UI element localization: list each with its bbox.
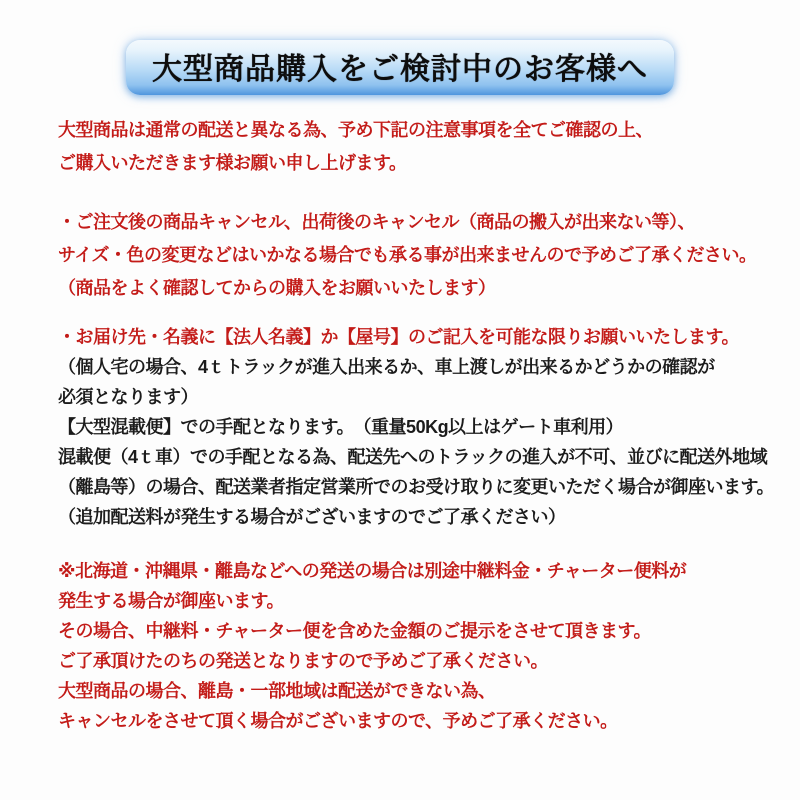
title-banner bbox=[126, 40, 674, 95]
text-line: ・ご注文後の商品キャンセル、出荷後のキャンセル（商品の搬入が出来ない等）、 bbox=[58, 212, 696, 232]
text-line: 大型商品は通常の配送と異なる為、予め下記の注意事項を全てご確認の上、 bbox=[58, 120, 653, 140]
text-line: ※北海道・沖縄県・離島などへの発送の場合は別途中継料金・チャーター便料が bbox=[58, 561, 687, 581]
text-line: その場合、中継料・チャーター便を含めた金額のご提示をさせて頂きます。 bbox=[58, 621, 652, 641]
text-line: 大型商品の場合、離島・一部地域は配送ができない為、 bbox=[58, 681, 496, 701]
text-line: ご了承頂けたのちの発送となりますので予めご了承ください。 bbox=[58, 651, 548, 671]
text-line: （個人宅の場合、4ｔトラックが進入出来るか、車上渡しが出来るかどうかの確認が bbox=[58, 357, 715, 377]
text-line: 必須となります） bbox=[58, 387, 198, 407]
text-line: サイズ・色の変更などはいかなる場合でも承る事が出来ませんので予めご了承ください。 bbox=[58, 245, 757, 265]
text-line: キャンセルをさせて頂く場合がございますので、予めご了承ください。 bbox=[58, 711, 618, 731]
notice-body bbox=[0, 114, 800, 736]
text-line: 混載便（4ｔ車）での手配となる為、配送先へのトラックの進入が不可、並びに配送外地域 bbox=[58, 447, 768, 467]
page-title: 大型商品購入をご検討中のお客様へ bbox=[152, 53, 648, 86]
text-line: ・お届け先・名義に【法人名義】か【屋号】のご記入を可能な限りお願いいたします。 bbox=[58, 327, 740, 347]
title-banner-row bbox=[0, 0, 800, 95]
text-line: ご購入いただきます様お願い申し上げます。 bbox=[58, 153, 407, 173]
text-line: 【大型混載便】での手配となります。 （重量50Kg以上はゲート車利用） bbox=[58, 417, 624, 437]
text-line: （追加配送料が発生する場合がございますのでご了承ください） bbox=[58, 507, 566, 527]
paragraph-delivery-details bbox=[58, 322, 775, 532]
text-line: 発生する場合が御座います。 bbox=[58, 591, 285, 611]
paragraph-cancellation-policy bbox=[58, 206, 757, 305]
paragraph-remote-area-notice bbox=[58, 556, 742, 736]
text-line: （離島等）の場合、配送業者指定営業所でのお受け取りに変更いただく場合が御座います。 bbox=[58, 477, 775, 497]
paragraph-intro bbox=[58, 114, 742, 180]
text-line: （商品をよく確認してからの購入をお願いいたします） bbox=[58, 278, 496, 298]
